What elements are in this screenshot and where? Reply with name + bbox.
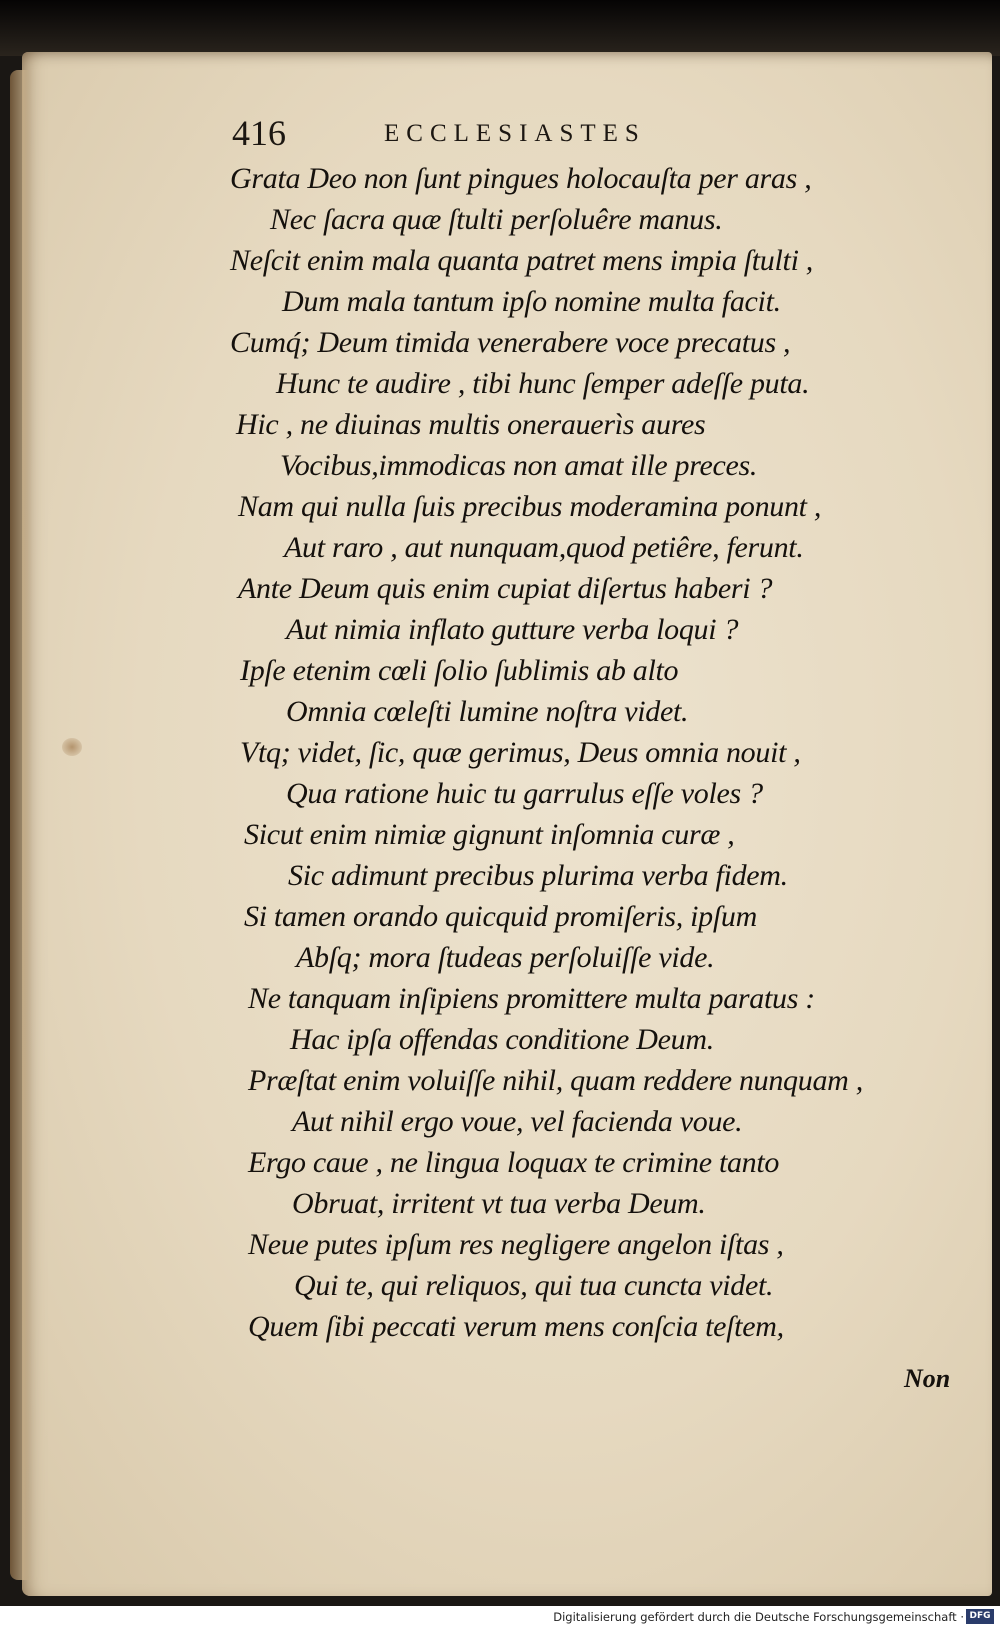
verse-line: Neſcit enim mala quanta patret mens impia ſtulti ,	[230, 244, 814, 277]
catchword: Non	[904, 1364, 951, 1393]
dfg-logo: DFG	[966, 1609, 994, 1624]
verse-line: Aut raro , aut nunquam,quod petiêre, ferunt.	[284, 531, 804, 564]
verse-line: Vocibus,immodicas non amat ille preces.	[280, 449, 758, 482]
verse-line: Aut nimia inflato gutture verba loqui ?	[286, 613, 739, 646]
verse-line: Ipſe etenim cœli ſolio ſublimis ab alto	[240, 654, 679, 687]
verse-line: Nam qui nulla ſuis precibus moderamina ponunt ,	[238, 490, 822, 523]
verse-line: Si tamen orando quicquid promiſeris, ipſum	[244, 900, 757, 933]
verse-line: Sicut enim nimiæ gignunt inſomnia curæ ,	[244, 818, 735, 851]
verse-line: Ne tanquam inſipiens promittere multa paratus :	[248, 982, 815, 1015]
verse-line: Abſq; mora ſtudeas perſoluiſſe vide.	[296, 941, 715, 974]
verse-line: Præſtat enim voluiſſe nihil, quam reddere nunquam ,	[248, 1064, 863, 1097]
page-number: 416	[232, 113, 286, 153]
verse-line: Hic , ne diuinas multis onerauerìs aures	[236, 408, 706, 441]
verse-line: Vtq; videt, ſic, quæ gerimus, Deus omnia nouit ,	[240, 736, 801, 769]
verse-line: Nec ſacra quæ ſtulti perſoluêre manus.	[270, 203, 723, 236]
verse-line: Hunc te audire , tibi hunc ſemper adeſſe puta.	[276, 367, 810, 400]
verse-line: Sic adimunt precibus plurima verba fidem.	[288, 859, 788, 892]
verse-line: Ante Deum quis enim cupiat diſertus haberi ?	[238, 572, 773, 605]
verse-line: Aut nihil ergo voue, vel facienda voue.	[292, 1105, 743, 1138]
digitization-credit: Digitalisierung gefördert durch die Deutsche Forschungsgemeinschaft ·	[553, 1610, 964, 1624]
running-title: ECCLESIASTES	[384, 120, 646, 147]
verse-line: Obruat, irritent vt tua verba Deum.	[292, 1187, 706, 1220]
verse-line: Hac ipſa offendas conditione Deum.	[290, 1023, 714, 1056]
verse-line: Quem ſibi peccati verum mens conſcia teſtem,	[248, 1310, 784, 1343]
verse-line: Ergo caue , ne lingua loquax te crimine tanto	[248, 1146, 780, 1179]
verse-line: Grata Deo non ſunt pingues holocauſta per aras ,	[230, 162, 812, 195]
verse-line: Cumq́; Deum timida venerabere voce precatus ,	[230, 326, 791, 359]
verse-line: Dum mala tantum ipſo nomine multa facit.	[282, 285, 781, 318]
verse-line: Omnia cœleſti lumine noſtra videt.	[286, 695, 689, 728]
verse-line: Qua ratione huic tu garrulus eſſe voles ?	[286, 777, 763, 810]
verse-line: Neue putes ipſum res negligere angelon iſtas ,	[248, 1228, 784, 1261]
verse-line: Qui te, qui reliquos, qui tua cuncta videt.	[294, 1269, 774, 1302]
